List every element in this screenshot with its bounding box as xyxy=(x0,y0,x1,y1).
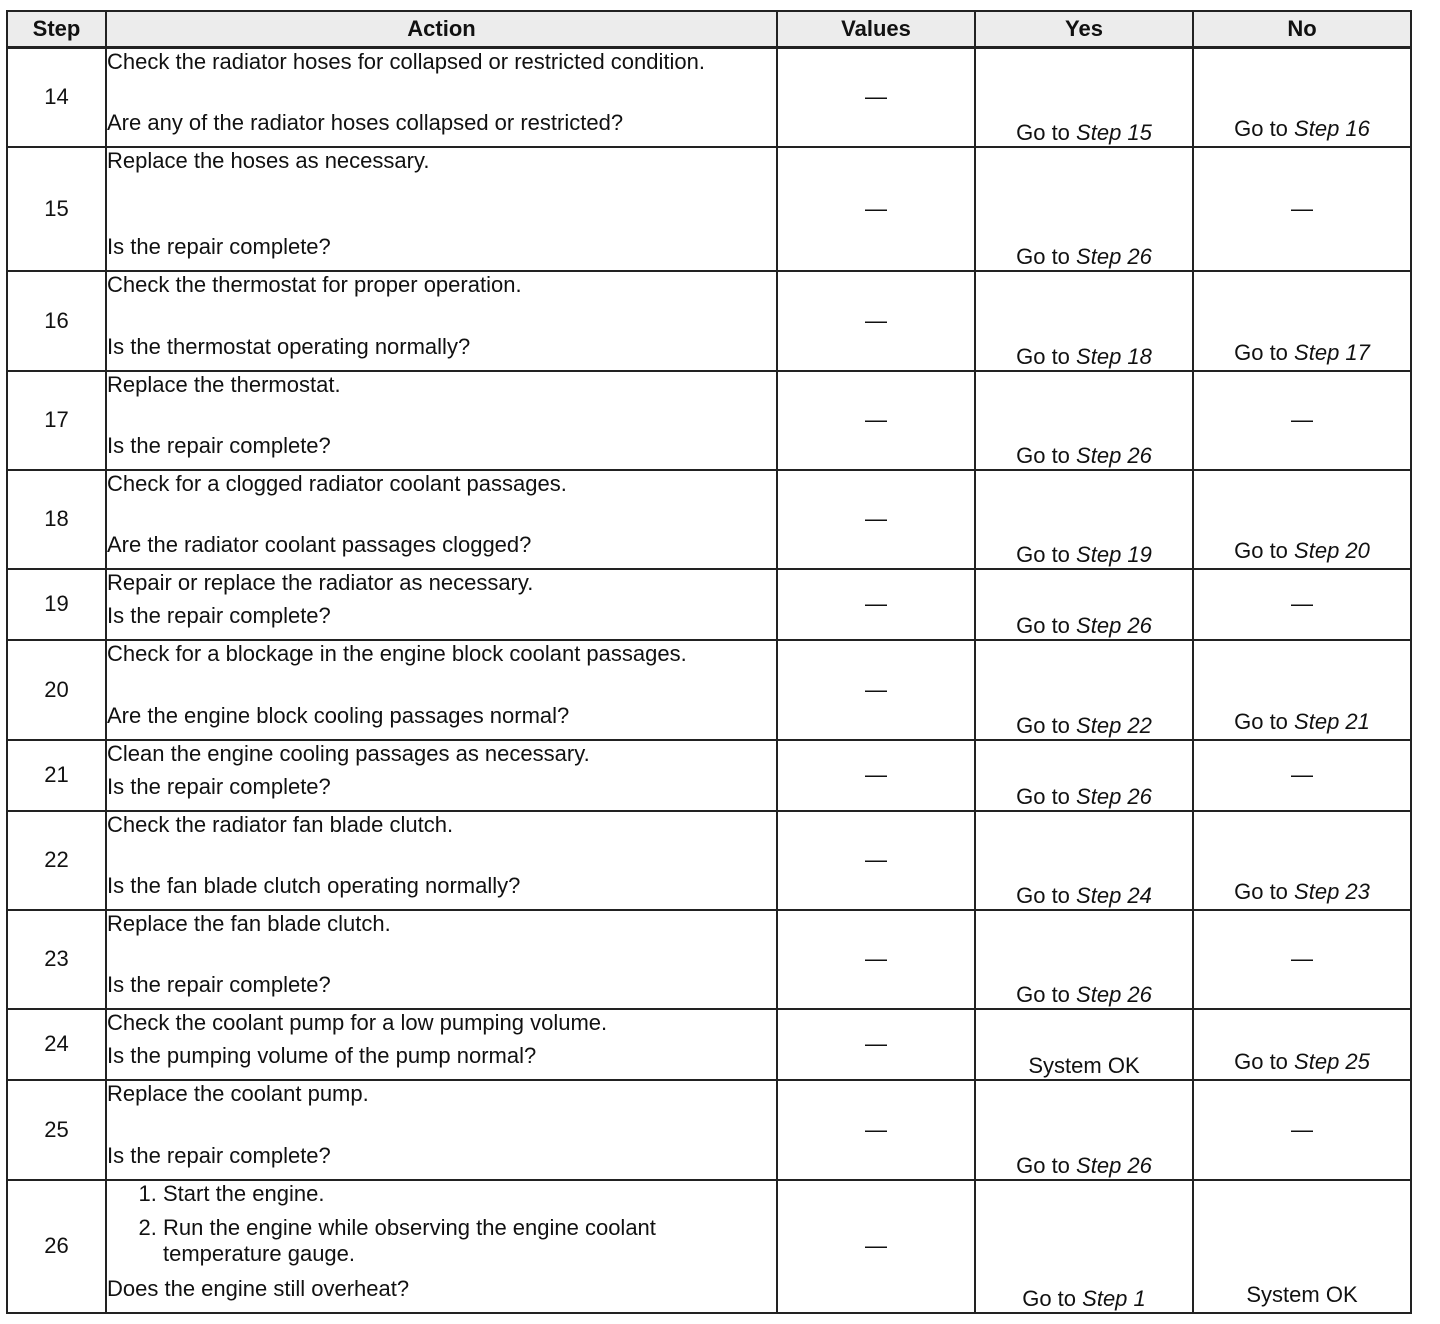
step-reference: Step 25 xyxy=(1294,1048,1370,1074)
action-cell xyxy=(106,371,777,470)
values-cell: — xyxy=(777,1080,975,1180)
values-cell: — xyxy=(777,740,975,811)
goto-prefix: Go to xyxy=(1016,712,1070,738)
no-cell xyxy=(1193,569,1411,640)
no-cell xyxy=(1193,1009,1411,1080)
step-number: 14 xyxy=(7,48,106,147)
action-text: Check the coolant pump for a low pumping volume. xyxy=(107,1009,608,1035)
no-cell xyxy=(1193,740,1411,811)
substep-item: 2. Run the engine while observing the engine coolant temperature gauge. xyxy=(163,1215,776,1267)
goto-prefix: Go to xyxy=(1016,243,1070,269)
yes-cell xyxy=(975,48,1193,147)
step-reference: Step 17 xyxy=(1294,339,1370,365)
no-cell xyxy=(1193,640,1411,740)
goto-prefix: Go to xyxy=(1016,783,1070,809)
step-number: 25 xyxy=(7,1080,106,1180)
no-cell xyxy=(1193,271,1411,371)
goto-prefix: Go to xyxy=(1234,878,1288,904)
yes-cell xyxy=(975,147,1193,271)
no-cell xyxy=(1193,910,1411,1009)
action-question: Is the repair complete? xyxy=(107,1142,331,1168)
no-cell xyxy=(1193,371,1411,470)
table-body xyxy=(7,48,1411,1313)
goto-prefix: Go to xyxy=(1016,882,1070,908)
table-row xyxy=(7,48,1411,147)
table-row xyxy=(7,910,1411,1009)
substep-list xyxy=(107,1181,776,1275)
table-row xyxy=(7,740,1411,811)
yes-cell xyxy=(975,1009,1193,1080)
action-text: Repair or replace the radiator as necessary. xyxy=(107,569,534,595)
step-reference: Step 19 xyxy=(1076,541,1152,567)
action-text: Check for a blockage in the engine block coolant passages. xyxy=(107,640,687,666)
values-cell: — xyxy=(777,811,975,910)
goto-prefix: Go to xyxy=(1016,1152,1070,1178)
action-question: Is the repair complete? xyxy=(107,602,331,628)
action-text: Check for a clogged radiator coolant passages. xyxy=(107,470,567,496)
goto-prefix: Go to xyxy=(1234,1048,1288,1074)
values-cell: — xyxy=(777,640,975,740)
step-reference: Step 22 xyxy=(1076,712,1152,738)
yes-cell xyxy=(975,371,1193,470)
yes-cell xyxy=(975,1180,1193,1313)
action-cell xyxy=(106,569,777,640)
step-number: 21 xyxy=(7,740,106,811)
step-number: 16 xyxy=(7,271,106,371)
yes-cell xyxy=(975,271,1193,371)
result-text: System OK xyxy=(1246,1281,1358,1307)
table-row xyxy=(7,1009,1411,1080)
table-row xyxy=(7,470,1411,569)
action-cell xyxy=(106,147,777,271)
action-cell xyxy=(106,910,777,1009)
table-row xyxy=(7,271,1411,371)
action-cell xyxy=(106,48,777,147)
yes-cell xyxy=(975,470,1193,569)
step-reference: Step 26 xyxy=(1076,783,1152,809)
values-cell: — xyxy=(777,470,975,569)
yes-cell xyxy=(975,811,1193,910)
action-text: Check the thermostat for proper operation. xyxy=(107,271,522,297)
step-number: 19 xyxy=(7,569,106,640)
no-cell xyxy=(1193,48,1411,147)
values-cell: — xyxy=(777,1009,975,1080)
result-text: System OK xyxy=(1028,1052,1140,1078)
dash: — xyxy=(1291,407,1313,432)
values-cell: — xyxy=(777,1180,975,1313)
values-cell: — xyxy=(777,147,975,271)
no-cell xyxy=(1193,470,1411,569)
action-question: Does the engine still overheat? xyxy=(107,1275,410,1301)
action-question: Is the pumping volume of the pump normal? xyxy=(107,1042,537,1068)
dash: — xyxy=(1291,762,1313,787)
header-action: Action xyxy=(106,11,777,48)
goto-prefix: Go to xyxy=(1234,115,1288,141)
dash: — xyxy=(1291,195,1313,221)
substep-item: 1. Start the engine. xyxy=(163,1181,776,1207)
action-text: Check the radiator hoses for collapsed or restricted condition. xyxy=(107,49,705,74)
step-reference: Step 16 xyxy=(1294,115,1370,141)
no-cell xyxy=(1193,1080,1411,1180)
step-reference: Step 23 xyxy=(1294,878,1370,904)
goto-prefix: Go to xyxy=(1022,1285,1077,1311)
step-reference: Step 24 xyxy=(1076,882,1152,908)
step-number: 23 xyxy=(7,910,106,1009)
action-question: Are the engine block cooling passages normal? xyxy=(107,702,570,728)
table-row xyxy=(7,811,1411,910)
no-cell xyxy=(1193,1180,1411,1313)
action-cell xyxy=(106,1080,777,1180)
values-cell: — xyxy=(777,910,975,1009)
table-row xyxy=(7,640,1411,740)
action-question: Is the repair complete? xyxy=(107,432,331,458)
table-header xyxy=(7,11,1411,48)
values-cell: — xyxy=(777,271,975,371)
yes-cell xyxy=(975,1080,1193,1180)
table-row xyxy=(7,569,1411,640)
yes-cell xyxy=(975,569,1193,640)
diagnostic-table xyxy=(6,10,1412,1314)
action-question: Is the thermostat operating normally? xyxy=(107,333,471,359)
goto-prefix: Go to xyxy=(1016,612,1070,638)
step-number: 17 xyxy=(7,371,106,470)
step-number: 15 xyxy=(7,147,106,271)
action-cell xyxy=(106,1180,777,1313)
step-number: 18 xyxy=(7,470,106,569)
step-number: 26 xyxy=(7,1180,106,1313)
values-cell: — xyxy=(777,569,975,640)
values-cell: — xyxy=(777,48,975,147)
action-text: Replace the fan blade clutch. xyxy=(107,910,391,936)
no-cell xyxy=(1193,811,1411,910)
action-cell xyxy=(106,640,777,740)
step-reference: Step 21 xyxy=(1294,708,1370,734)
table-row xyxy=(7,371,1411,470)
no-cell xyxy=(1193,147,1411,271)
values-cell: — xyxy=(777,371,975,470)
action-question: Is the fan blade clutch operating normally? xyxy=(107,872,521,898)
goto-prefix: Go to xyxy=(1016,442,1070,468)
yes-cell xyxy=(975,740,1193,811)
step-reference: Step 26 xyxy=(1076,243,1152,269)
action-cell xyxy=(106,740,777,811)
yes-cell xyxy=(975,910,1193,1009)
step-reference: Step 26 xyxy=(1076,612,1152,638)
goto-prefix: Go to xyxy=(1016,343,1070,369)
goto-prefix: Go to xyxy=(1234,708,1288,734)
action-cell xyxy=(106,271,777,371)
dash: — xyxy=(1291,1116,1313,1142)
action-cell xyxy=(106,1009,777,1080)
step-reference: Step 1 xyxy=(1082,1285,1146,1311)
action-question: Is the repair complete? xyxy=(107,233,331,259)
step-number: 24 xyxy=(7,1009,106,1080)
action-text: Check the radiator fan blade clutch. xyxy=(107,811,454,837)
yes-cell xyxy=(975,640,1193,740)
action-text: Clean the engine cooling passages as necessary. xyxy=(107,740,590,766)
action-cell xyxy=(106,811,777,910)
header-row xyxy=(7,11,1411,48)
dash: — xyxy=(1291,946,1313,971)
action-text: Replace the coolant pump. xyxy=(107,1080,369,1106)
step-reference: Step 26 xyxy=(1076,1152,1152,1178)
action-question: Is the repair complete? xyxy=(107,971,331,997)
header-step: Step xyxy=(7,11,106,48)
header-values: Values xyxy=(777,11,975,48)
goto-prefix: Go to xyxy=(1016,541,1070,567)
action-question: Are any of the radiator hoses collapsed or restricted? xyxy=(107,110,624,135)
step-reference: Step 20 xyxy=(1294,537,1370,563)
table-row xyxy=(7,1080,1411,1180)
dash: — xyxy=(1291,591,1313,616)
header-no: No xyxy=(1193,11,1411,48)
action-question: Are the radiator coolant passages clogged? xyxy=(107,531,532,557)
goto-prefix: Go to xyxy=(1234,339,1288,365)
goto-prefix: Go to xyxy=(1016,119,1070,145)
goto-prefix: Go to xyxy=(1016,981,1070,1007)
step-reference: Step 18 xyxy=(1076,343,1152,369)
action-text: Replace the hoses as necessary. xyxy=(107,147,430,173)
step-number: 22 xyxy=(7,811,106,910)
action-cell xyxy=(106,470,777,569)
action-question: Is the repair complete? xyxy=(107,773,331,799)
header-yes: Yes xyxy=(975,11,1193,48)
step-number: 20 xyxy=(7,640,106,740)
step-reference: Step 26 xyxy=(1076,442,1152,468)
step-reference: Step 26 xyxy=(1076,981,1152,1007)
goto-prefix: Go to xyxy=(1234,537,1288,563)
table-row xyxy=(7,1180,1411,1313)
action-text: Replace the thermostat. xyxy=(107,371,341,397)
step-reference: Step 15 xyxy=(1076,119,1152,145)
table-row xyxy=(7,147,1411,271)
